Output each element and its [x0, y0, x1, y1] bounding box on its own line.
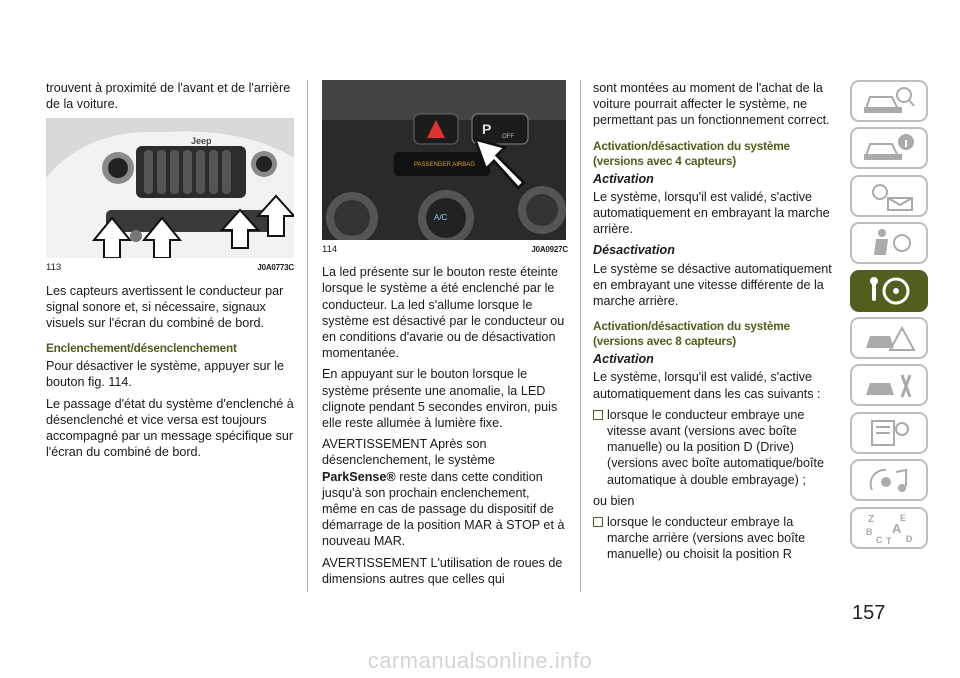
- svg-text:D: D: [906, 533, 913, 544]
- parksense-brand: ParkSense®: [322, 469, 396, 484]
- tab-car-search[interactable]: [850, 80, 928, 122]
- tab-safety[interactable]: [850, 222, 928, 264]
- section-heading: Activation/désactivation du système (versions avec 4 capteurs): [593, 138, 790, 168]
- subheading: Désactivation: [593, 243, 675, 258]
- tab-emergency[interactable]: [850, 317, 928, 359]
- car-info-icon: [862, 132, 916, 164]
- tab-maintenance[interactable]: [850, 364, 928, 406]
- subheading: Activation: [593, 171, 654, 186]
- column-divider: [307, 80, 308, 592]
- svg-text:B: B: [866, 526, 873, 537]
- paragraph: La led présente sur le bouton reste éteinte lorsque le système a été enclenché par le conducteur. La led s'allume lorsque le système est désactivé par le conducteur ou en conditions d'avarie ou de désactivation momentanée.: [322, 265, 565, 361]
- list-item: lorsque le conducteur embraye la marche arrière (versions avec boîte manuelle) ou choisit la position R: [593, 514, 833, 563]
- car-warning-triangle-icon: [862, 322, 916, 354]
- column-1: [46, 80, 294, 465]
- footer-watermark: carmanualsonline.info: [367, 648, 593, 673]
- figure-114-dashboard: [322, 80, 566, 240]
- warning-paragraph: AVERTISSEMENT Après son désenclenchement, le système ParkSense® reste dans cette condition jusqu'à son prochain enclenchement, même en cas de passage du dispositif de démarrage de la position MAR à STOP et à nouveau MAR.: [322, 437, 565, 549]
- figure-code: J0A0773C: [257, 263, 294, 273]
- figure-113-caption: [46, 260, 294, 276]
- car-front-image: [46, 118, 294, 258]
- svg-text:OFF: OFF: [502, 134, 514, 140]
- paragraph: Pour désactiver le système, appuyer sur le bouton fig. 114.: [46, 359, 284, 390]
- svg-text:E: E: [900, 512, 907, 523]
- tab-index[interactable]: [850, 507, 928, 549]
- index-letters-icon: [862, 511, 916, 545]
- intro-text: trouvent à proximité de l'avant et de l'arrière de la voiture.: [46, 81, 291, 112]
- dashboard-buttons-image: [322, 80, 566, 240]
- svg-text:C: C: [876, 534, 883, 545]
- subheading: Activation: [593, 352, 654, 367]
- tab-multimedia[interactable]: [850, 459, 928, 501]
- svg-text:A/C: A/C: [434, 213, 448, 222]
- svg-text:A: A: [892, 520, 902, 536]
- chapter-tabs: [850, 80, 930, 554]
- figure-113-car-front: [46, 118, 294, 258]
- tab-car-info[interactable]: [850, 127, 928, 169]
- figure-114-caption: [322, 242, 568, 258]
- seatbelt-airbag-icon: [862, 227, 916, 259]
- figure-code: J0A0927C: [531, 245, 568, 254]
- bullet-square-icon: [593, 517, 603, 527]
- multimedia-icon: [862, 464, 916, 496]
- svg-text:T: T: [886, 535, 892, 545]
- svg-text:PASSENGER AIRBAG: PASSENGER AIRBAG: [414, 162, 475, 168]
- section-heading: Activation/désactivation du système (versions avec 8 capteurs): [593, 319, 790, 349]
- svg-text:P: P: [482, 121, 492, 137]
- column-3: [593, 80, 833, 568]
- page-number: 157: [852, 602, 886, 624]
- bullet-square-icon: [593, 410, 603, 420]
- tab-starting-driving[interactable]: [850, 270, 928, 312]
- warning-light-message-icon: [862, 180, 916, 212]
- paragraph: Les capteurs avertissent le conducteur par signal sonore et, si nécessaire, signaux visuels sur l'écran du combiné de bord.: [46, 283, 284, 331]
- paragraph: Le passage d'état du système d'enclenché à désenclenché et vice versa est toujours accompagné par un message spécifique sur l'écran du combiné de bord.: [46, 396, 294, 460]
- tab-lights-messages[interactable]: [850, 175, 928, 217]
- steering-wheel-key-icon: [862, 275, 916, 307]
- svg-text:Jeep: Jeep: [191, 136, 212, 147]
- paragraph: Le système, lorsqu'il est validé, s'active automatiquement dans les cas suivants :: [593, 370, 821, 401]
- paragraph: Le système se désactive automatiquement en embrayant une vitesse différente de la marche arrière.: [593, 261, 832, 309]
- paragraph: sont montées au moment de l'achat de la voiture pourrait affecter le système, ne permettant pas un fonctionnement correct.: [593, 81, 830, 128]
- car-wrench-icon: [862, 369, 916, 401]
- tab-technical-specs[interactable]: [850, 412, 928, 454]
- paragraph: ou bien: [593, 493, 635, 508]
- column-2: [322, 80, 568, 592]
- figure-number: 113: [46, 262, 62, 274]
- figure-number: 114: [322, 244, 338, 255]
- list-item: lorsque le conducteur embraye une vitesse avant (versions avec boîte manuelle) ou la position D (Drive) (versions avec boîte automatique/boîte automatique à double embrayage) ;: [593, 407, 833, 488]
- warning-paragraph: AVERTISSEMENT L'utilisation de roues de dimensions autres que celles qui: [322, 555, 563, 586]
- section-heading: Enclenchement/désenclenchement: [46, 341, 237, 356]
- specs-gear-icon: [862, 417, 916, 449]
- paragraph: Le système, lorsqu'il est validé, s'active automatiquement en embrayant la marche arrière.: [593, 189, 830, 237]
- paragraph: En appuyant sur le bouton lorsque le système présente une anomalie, la LED clignote pendant 5 secondes environ, puis elle reste allumée à lumière fixe.: [322, 367, 558, 431]
- car-magnifier-icon: [862, 85, 916, 117]
- svg-text:Z: Z: [868, 513, 875, 525]
- column-divider: [580, 80, 581, 592]
